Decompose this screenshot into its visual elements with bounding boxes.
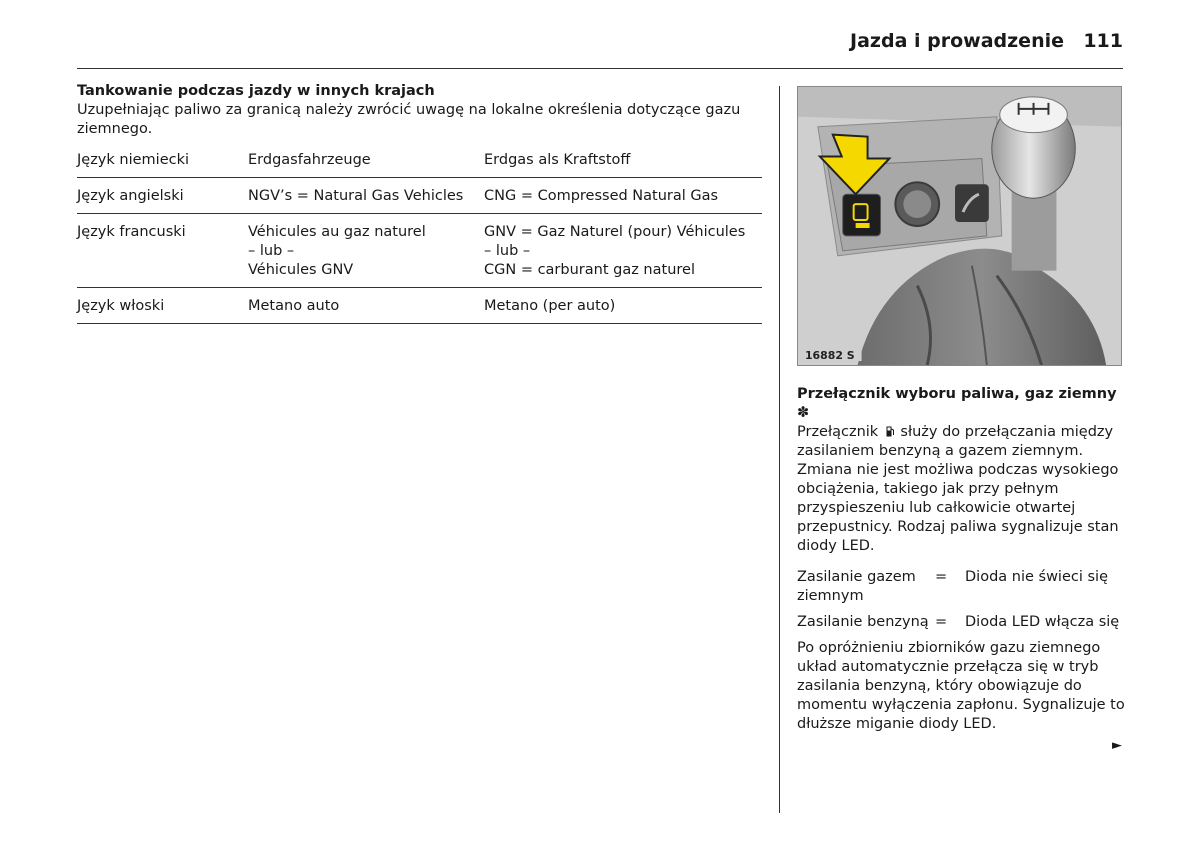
table-row [77, 288, 762, 324]
fuel-selector-description [797, 423, 1127, 556]
status-value: Dioda LED włącza się [965, 614, 1120, 630]
term-cell [248, 151, 484, 178]
description-rest: służy do przełączania między zasilaniem benzyną a gazem ziemnym. Zmiana nie jest możliwa podczas wysokiego obciążenia, takiego jak przy pełnym przyspieszeniu lub całkowicie otwartej przepustnicy. Rodzaj paliwa sygnalizuje stan diody LED. [797, 424, 1119, 554]
image-code: 16882 S [804, 349, 855, 363]
term-line: Erdgasfahrzeuge [248, 152, 371, 168]
star-icon: ✽ [797, 405, 810, 421]
status-equals: = [935, 614, 948, 630]
term-line: – lub – [248, 243, 295, 259]
term-line: – lub – [484, 243, 531, 259]
fuel-term-cell [484, 288, 762, 324]
fuel-selector-title [797, 385, 1127, 423]
status-row [797, 568, 1122, 606]
term-cell [248, 214, 484, 288]
language-table [77, 151, 762, 324]
table-row [77, 214, 762, 288]
header-rule [77, 68, 1123, 69]
language-cell: Język niemiecki [77, 151, 248, 178]
fuel-term-cell [484, 151, 762, 178]
fuel-term-cell [484, 178, 762, 214]
term-line: Metano (per auto) [484, 298, 616, 314]
fuel-pump-icon [886, 426, 894, 437]
fuel-selector-title-text: Przełącznik wyboru paliwa, gaz ziemny [797, 386, 1117, 402]
term-line: CNG = Compressed Natural Gas [484, 188, 719, 204]
term-line: Véhicules GNV [248, 262, 354, 278]
term-line: GNV = Gaz Naturel (pour) Véhicules [484, 224, 746, 240]
language-cell: Język francuski [77, 214, 248, 288]
status-label: Zasilanie benzyną [797, 614, 929, 630]
left-column [77, 82, 763, 324]
status-row [797, 613, 1122, 632]
column-divider [779, 86, 780, 813]
right-column [797, 86, 1127, 734]
page-number: 111 [1083, 30, 1123, 52]
term-cell [248, 288, 484, 324]
status-label: Zasilanie gazem ziemnym [797, 569, 916, 604]
fuel-term-cell [484, 214, 762, 288]
section-title: Tankowanie podczas jazdy w innych krajach [77, 83, 435, 99]
page-title: Jazda i prowadzenie [850, 30, 1064, 52]
gear-shift-photo [797, 86, 1122, 366]
term-cell [248, 178, 484, 214]
table-row [77, 151, 762, 178]
auto-switch-description: Po opróżnieniu zbiorników gazu ziemnego układ automatycznie przełącza się w tryb zasilania benzyną, który obowiązuje do momentu wyłączenia zapłonu. Sygnalizuje to dłuższe miganie diody LED. [797, 640, 1125, 732]
term-line: Erdgas als Kraftstoff [484, 152, 631, 168]
description-start: Przełącznik [797, 424, 879, 440]
led-status-table [797, 568, 1122, 632]
intro-text: Uzupełniając paliwo za granicą należy zwrócić uwagę na lokalne określenia dotyczące gazu ziemnego. [77, 102, 741, 137]
language-cell: Język włoski [77, 288, 248, 324]
status-value: Dioda nie świeci się [965, 569, 1108, 585]
language-cell: Język angielski [77, 178, 248, 214]
term-line: Véhicules au gaz naturel [248, 224, 426, 240]
term-line: CGN = carburant gaz naturel [484, 262, 695, 278]
table-row [77, 178, 762, 214]
term-line: NGV’s = Natural Gas Vehicles [248, 188, 464, 204]
status-equals: = [935, 569, 948, 585]
continue-arrow-icon: ► [1112, 738, 1122, 753]
term-line: Metano auto [248, 298, 340, 314]
